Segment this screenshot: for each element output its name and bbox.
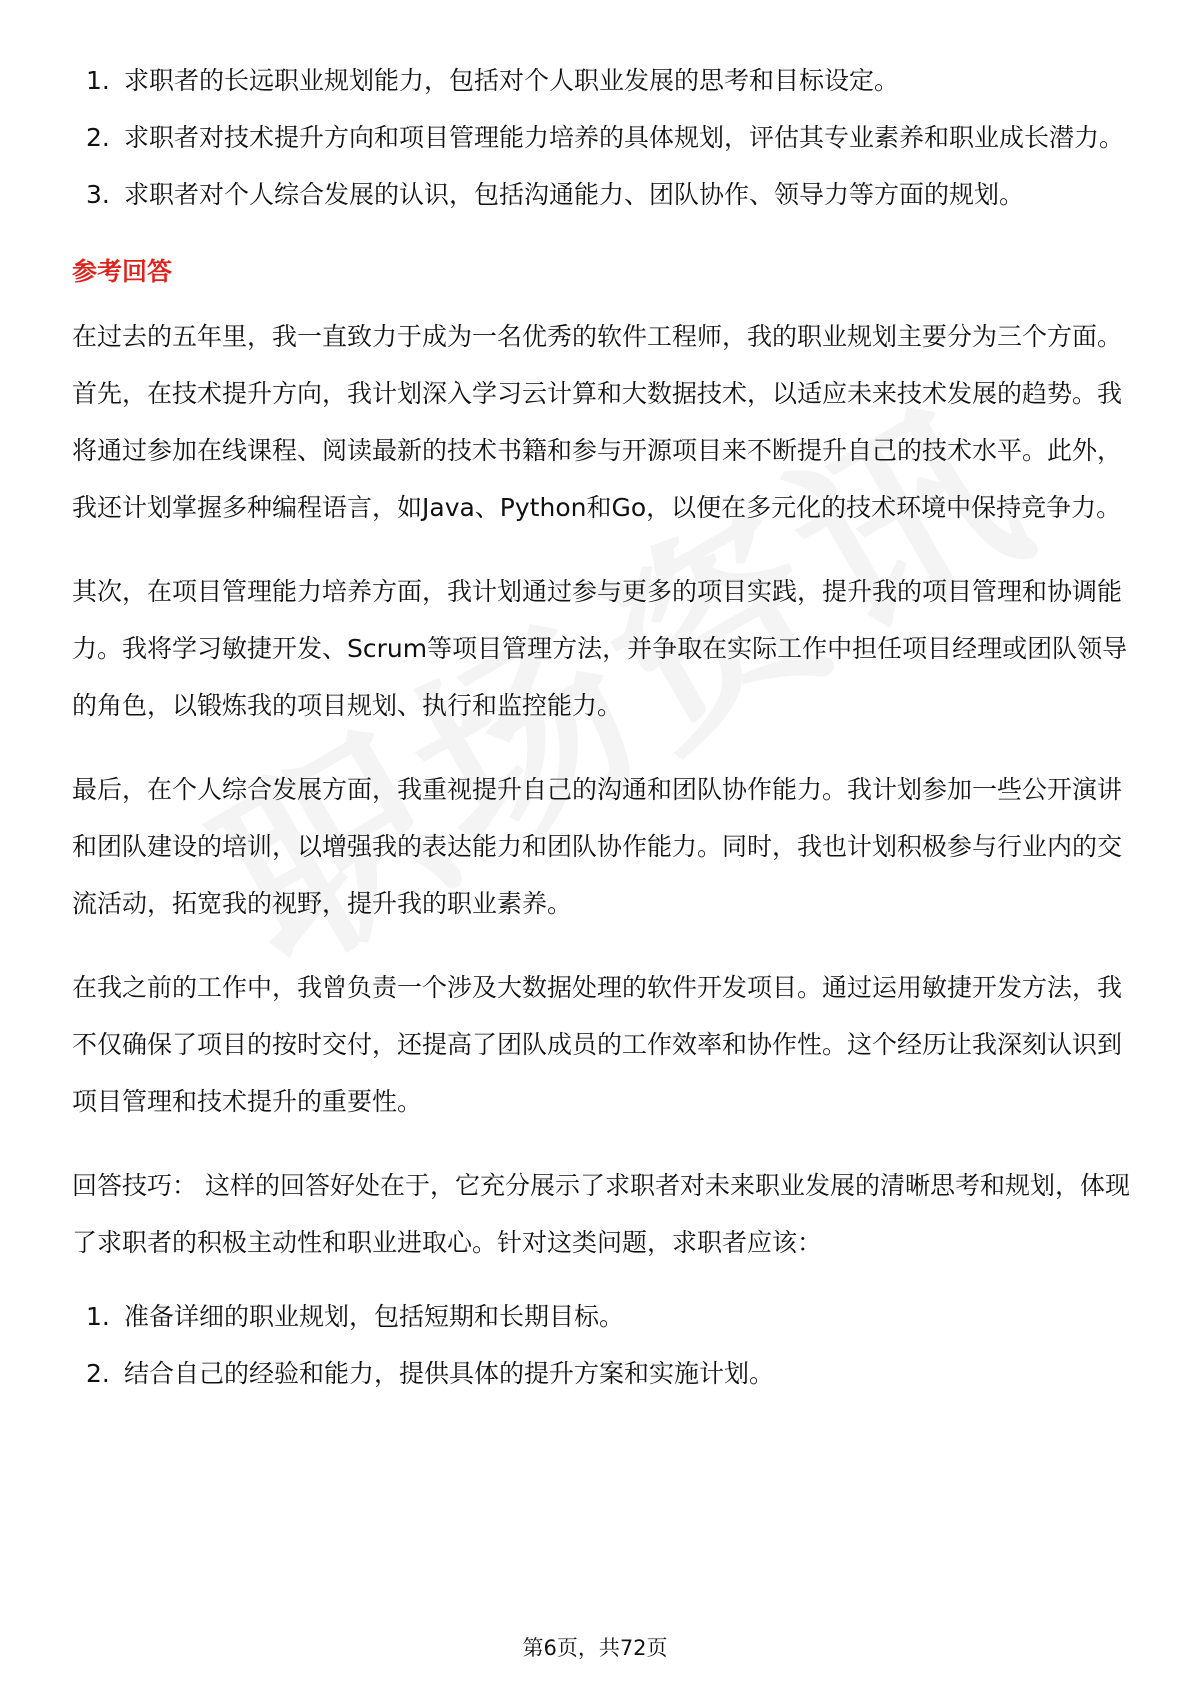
list-item [72, 1345, 1132, 1402]
section-heading: 参考回答 [72, 257, 173, 286]
list-item-number: 2. [86, 1359, 110, 1388]
list-item-text: 求职者的长远职业规划能力，包括对个人职业发展的思考和目标设定。 [124, 66, 900, 95]
criteria-list [72, 52, 1132, 223]
list-item-text: 求职者对个人综合发展的认识，包括沟通能力、团队协作、领导力等方面的规划。 [124, 180, 1025, 209]
list-item-text: 准备详细的职业规划，包括短期和长期目标。 [124, 1302, 625, 1331]
page-number: 第6页，共72页 [522, 1636, 668, 1660]
list-item-number: 3. [86, 180, 110, 209]
answer-paragraph: 在过去的五年里，我一直致力于成为一名优秀的软件工程师，我的职业规划主要分为三个方面。首先，在技术提升方向，我计划深入学习云计算和大数据技术，以适应未来技术发展的趋势。我将通过参加在线课程、阅读最新的技术书籍和参与开源项目来不断提升自己的技术水平。此外，我还计划掌握多种编程语言，如Java、Python和Go，以便在多元化的技术环境中保持竞争力。 [72, 322, 1123, 522]
page-content [72, 52, 1132, 1402]
list-item [72, 166, 1132, 223]
tips-paragraph: 回答技巧： 这样的回答好处在于，它充分展示了求职者对未来职业发展的清晰思考和规划，体现了求职者的积极主动性和职业进取心。针对这类问题，求职者应该： [72, 1171, 1130, 1257]
answer-paragraph: 最后，在个人综合发展方面，我重视提升自己的沟通和团队协作能力。我计划参加一些公开演讲和团队建设的培训，以增强我的表达能力和团队协作能力。同时，我也计划积极参与行业内的交流活动，拓宽我的视野，提升我的职业素养。 [72, 775, 1123, 918]
tips-list [72, 1288, 1132, 1402]
answer-paragraph: 在我之前的工作中，我曾负责一个涉及大数据处理的软件开发项目。通过运用敏捷开发方法，我不仅确保了项目的按时交付，还提高了团队成员的工作效率和协作性。这个经历让我深刻认识到项目管理和技术提升的重要性。 [72, 973, 1123, 1116]
list-item [72, 52, 1132, 109]
list-item-text: 结合自己的经验和能力，提供具体的提升方案和实施计划。 [124, 1359, 775, 1388]
list-item-number: 2. [86, 123, 110, 152]
list-item-text: 求职者对技术提升方向和项目管理能力培养的具体规划，评估其专业素养和职业成长潜力。 [124, 123, 1125, 152]
answer-paragraph: 其次，在项目管理能力培养方面，我计划通过参与更多的项目实践，提升我的项目管理和协调能力。我将学习敏捷开发、Scrum等项目管理方法，并争取在实际工作中担任项目经理或团队领导的角色，以锻炼我的项目规划、执行和监控能力。 [72, 577, 1128, 720]
list-item [72, 1288, 1132, 1345]
list-item [72, 109, 1132, 166]
list-item-number: 1. [86, 1302, 110, 1331]
list-item-number: 1. [86, 66, 110, 95]
